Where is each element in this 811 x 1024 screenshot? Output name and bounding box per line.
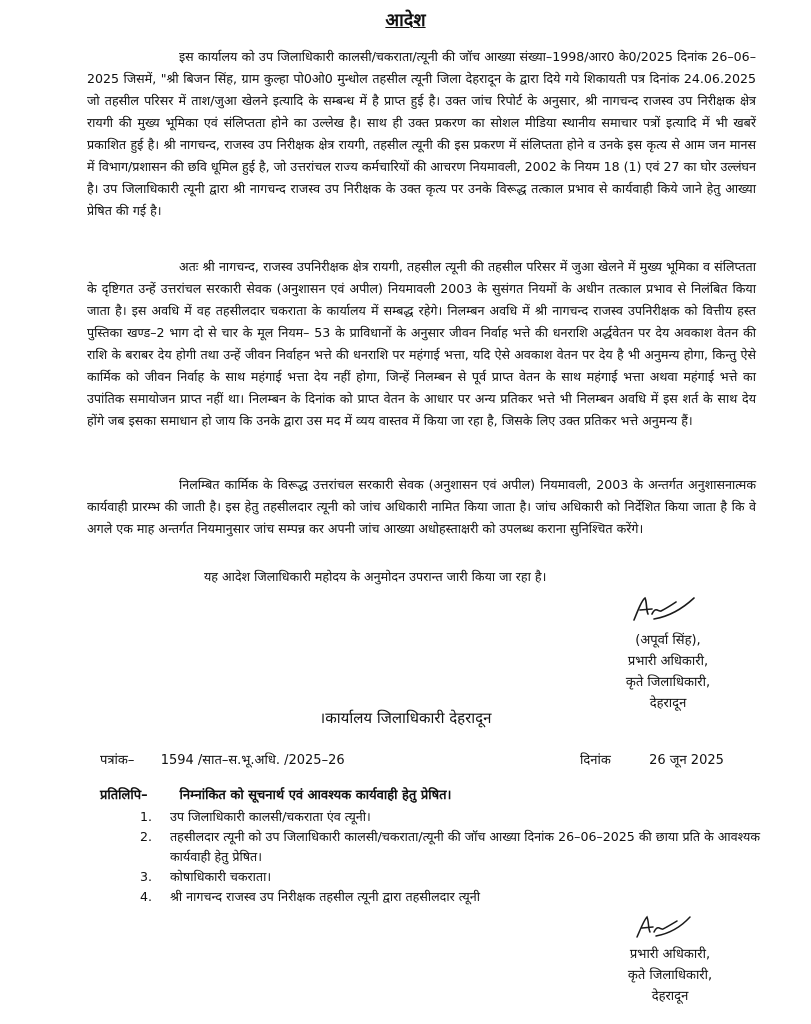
officer-designation: प्रभारी अधिकारी, — [627, 654, 709, 669]
list-item-number: 4. — [140, 889, 153, 904]
copy-label: प्रतिलिपि– — [100, 788, 148, 803]
signature-block-1 — [608, 630, 728, 714]
list-item — [140, 827, 760, 867]
paragraph-disciplinary-action: निलम्बित कार्मिक के विरूद्ध उत्तरांचल सरकारी सेवक (अनुशासन एवं अपील) नियमावली, 2003 के अन्तर्गत अनुशासनात्मक कार्यवाही प्रारम्भ की जाती है। इस हेतु तहसीलदार त्यूनी को जांच अधिकारी नामित किया जाता है। जांच अधिकारी को निर्देशित किया जाता है कि वे अगले एक माह अन्तर्गत नियमानुसार जांच सम्पन्न कर अपनी जांच आख्या अधोहस्ताक्षरी को उपलब्ध कराना सुनिश्चित करेंगे। — [87, 477, 756, 536]
list-item-text: कोषाधिकारी चकराता। — [170, 869, 272, 884]
on-behalf-line: कृते जिलाधिकारी, — [625, 675, 711, 690]
handwritten-signature-2 — [632, 912, 694, 944]
paragraph-inquiry-report: इस कार्यालय को उप जिलाधिकारी कालसी/चकराता/त्यूनी की जॉच आख्या संख्या–1998/आर0 के0/2025 दिनांक 26–06–2025 जिसमें, "श्री बिजन सिंह, ग्राम कुल्हा पो0ओ0 मुन्धोल तहसील त्यूनी जिला देहरादून के द्वारा दिये गये शिकायती पत्र दिनांक 24.06.2025 जो तहसील परिसर में ताश/जुआ खेलने इत्यादि के सम्बन्ध में है प्राप्त हुई है। उक्त जांच रिपोर्ट के अनुसार, श्री नागचन्द राजस्व उप निरीक्षक क्षेत्र रायगी की मुख्य भूमिका एवं संलिप्तता होने का उल्लेख है। साथ ही उक्त प्रकरण का सोशल मीडिया स्थानीय समाचार पत्रों इत्यादि में भी खबरें प्रकाशित हुई है। श्री नागचन्द, राजस्व उप निरीक्षक क्षेत्र रायगी, तहसील त्यूनी की इस प्रकरण में संलिप्तता होने व उनके इस कृत्य से आम जन मानस में विभाग/प्रशासन की छवि धूमिल हुई है, जो उत्तरांचल राज्य कर्मचारियों की आचरण नियमावली, 2002 के नियम 18 (1) एवं 27 का घोर उल्लंघन है। उप जिलाधिकारी त्यूनी द्वारा श्री नागचन्द राजस्व उप निरीक्षक के उक्त कृत्य पर उनके विरूद्ध तत्काल प्रभाव से कार्यवाही किये जाने हेतु आख्या प्रेषित की गई है। — [87, 49, 756, 218]
copy-heading-text: निम्नांकित को सूचनार्थ एवं आवश्यक कार्यवाही हेतु प्रेषित। — [179, 788, 452, 803]
list-item-number: 2. — [140, 829, 153, 844]
list-item — [140, 867, 760, 887]
list-item — [140, 807, 760, 827]
officer-designation: प्रभारी अधिकारी, — [629, 947, 711, 962]
officer-name: (अपूर्वा सिंह), — [635, 633, 701, 648]
list-item-text: उप जिलाधिकारी कालसी/चकराता एंव त्यूनी। — [170, 809, 371, 824]
reference-value: 1594 /सात–स.भू.अधि. /2025–26 — [160, 753, 345, 768]
place-line: देहरादून — [651, 989, 689, 1004]
list-item-number: 3. — [140, 869, 153, 884]
place-line: देहरादून — [649, 696, 687, 711]
date-label: दिनांक — [580, 753, 611, 768]
list-item-number: 1. — [140, 809, 153, 824]
reference-label: पत्रांक– — [100, 753, 135, 768]
document-title: आदेश — [385, 10, 426, 31]
list-item — [140, 887, 760, 907]
signature-block-2 — [600, 944, 740, 1007]
list-item-text: तहसीलदार त्यूनी को उप जिलाधिकारी कालसी/चकराता/त्यूनी की जॉच आख्या दिनांक 26–06–2025 की छाया प्रति के आवश्यक कार्यवाही हेतु प्रेषित। — [170, 829, 760, 864]
list-item-text: श्री नागचन्द राजस्व उप निरीक्षक तहसील त्यूनी द्वारा तहसीलदार त्यूनी — [170, 889, 480, 904]
reference-number — [100, 750, 345, 768]
office-heading: ।कार्यालय जिलाधिकारी देहरादून — [319, 709, 492, 727]
handwritten-signature-1 — [628, 592, 698, 628]
paragraph-suspension-order: अतः श्री नागचन्द, राजस्व उपनिरीक्षक क्षेत्र रायगी, तहसील त्यूनी की तहसील परिसर में जुआ खेलने में मुख्य भूमिका व संलिप्तता के दृष्टिगत उन्हें उत्तरांचल सरकारी सेवक (अनुशासन एवं अपील) नियमावली 2003 के सुसंगत नियमों के अधीन तत्काल प्रभाव से निलंबित किया जाता है। इस अवधि में वह तहसीलदार चकराता के कार्यालय में सम्बद्ध रहेगे। निलम्बन अवधि में श्री नागचन्द राजस्व उपनिरीक्षक को वित्तीय हस्त पुस्तिका खण्ड–2 भाग दो से चार के मूल नियम– 53 के प्राविधानों के अनुसार जीवन निर्वाह भत्ते की धनराशि अर्द्धवेतन पर देय अवकाश वेतन की राशि के बराबर देय होगी तथा उन्हें जीवन निर्वाहन भत्ते की धनराशि पर महंगाई भत्ता, यदि ऐसे अवकाश वेतन पर देय है भी अनुमन्य होगा, किन्तु ऐसे कार्मिक को जीवन निर्वाह के साथ महंगाई भत्ता देय नहीं होगा, जिन्हें निलम्बन से पूर्व प्राप्त वेतन के साथ महंगाई भत्ता अथवा महंगाई भत्ते का उपांतिक समायोजन प्राप्त नहीं था। निलम्बन के दिनांक को प्राप्त वेतन के आधार पर अन्य प्रतिकर भत्ते भी निलम्बन अवधि में इस शर्त के साथ देय होंगे जब इसका समाधान हो जाय कि उनके द्वारा उस मद में व्यय वास्तव में किया जा रहा है, जिसके लिए उक्त प्रतिकर भत्ते अनुमन्य हैं। — [87, 259, 756, 428]
on-behalf-line: कृते जिलाधिकारी, — [627, 968, 713, 983]
paragraph-approval-note: यह आदेश जिलाधिकारी महोदय के अनुमोदन उपरान्त जारी किया जा रहा है। — [204, 569, 547, 584]
copy-recipient-list — [140, 807, 760, 907]
copy-heading — [100, 785, 451, 803]
reference-date — [580, 750, 724, 768]
date-value: 26 जून 2025 — [649, 753, 724, 768]
